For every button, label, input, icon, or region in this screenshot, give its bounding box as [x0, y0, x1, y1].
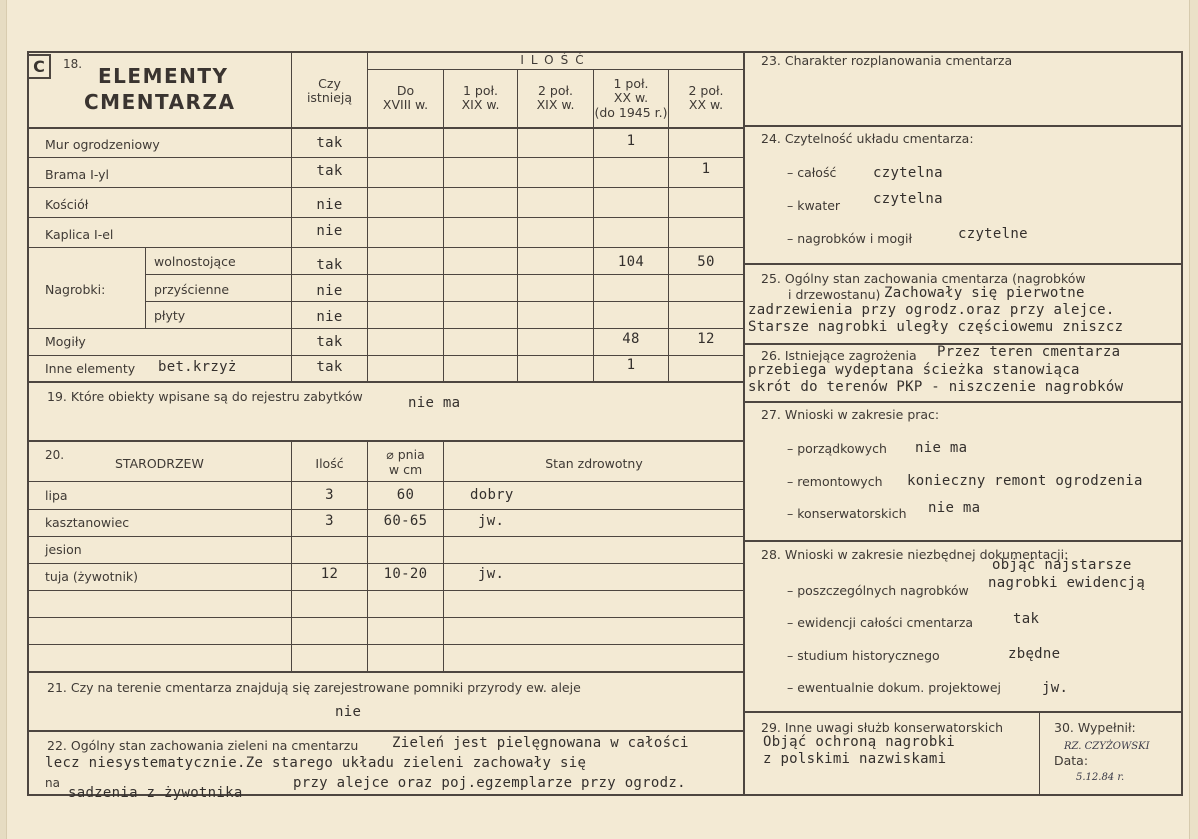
- row-exists: tak: [316, 334, 343, 350]
- period-header: XX w.: [613, 90, 649, 105]
- s20-col-rule: [443, 440, 444, 672]
- s20-col-rule: [291, 440, 292, 672]
- s25-label-2: i drzewostanu): [788, 287, 881, 302]
- tree-qty: 3: [325, 487, 334, 503]
- s18-row-rule: [27, 217, 744, 218]
- s26-label: 26. Istniejące zagrożenia: [761, 348, 917, 363]
- s24-item-value: czytelna: [873, 165, 943, 181]
- s20-bottom-rule: [27, 671, 744, 673]
- s24-item-label: – nagrobków i mogił: [787, 231, 913, 246]
- period-header: XIX w.: [461, 97, 500, 112]
- period-header: 2 poł.: [537, 83, 574, 98]
- s22-line3a: na: [45, 776, 60, 790]
- s20-col-pien-2: w cm: [388, 462, 423, 477]
- row-count: 1: [701, 161, 711, 177]
- s21-value: nie: [335, 704, 362, 720]
- s28-item-label: – ewidencji całości cmentarza: [787, 615, 974, 630]
- s23-label: 23. Charakter rozplanowania cmentarza: [761, 53, 1013, 68]
- tree-state: jw.: [478, 566, 505, 582]
- s27-item-label: – remontowych: [787, 474, 883, 489]
- s30-date: 5.12.84 r.: [1076, 772, 1125, 783]
- row-label: wolnostojące: [154, 254, 236, 269]
- s28-item-value: tak: [1013, 611, 1040, 627]
- tree-diam: 60: [396, 487, 415, 503]
- row-exists: tak: [316, 163, 343, 179]
- s18-title-2: CMENTARZA: [84, 90, 236, 114]
- s20-header-rule: [27, 481, 744, 482]
- row-exists: tak: [316, 257, 343, 273]
- nagrobki-col-rule: [145, 247, 146, 328]
- s18-bottom-rule: [27, 381, 744, 383]
- s18-row-rule: [27, 187, 744, 188]
- s30-label: 30. Wypełnił:: [1054, 720, 1136, 735]
- s20-row-rule: [27, 617, 744, 618]
- period-header: 2 poł.: [688, 83, 724, 98]
- row-exists: nie: [316, 309, 343, 325]
- s27-item-value: konieczny remont ogrodzenia: [907, 473, 1143, 489]
- s25-value-3: Starsze nagrobki uległy częściowemu zniszcz: [748, 319, 1124, 335]
- row-exists: nie: [316, 283, 343, 299]
- s29-value-2: z polskimi nazwiskami: [763, 751, 947, 767]
- frame-left: [27, 51, 29, 796]
- tree-name: kasztanowiec: [45, 515, 130, 530]
- tree-diam: 60-65: [383, 513, 428, 529]
- s20-row-rule: [27, 644, 744, 645]
- s28-item-value: jw.: [1042, 680, 1069, 696]
- s28-item-label: – poszczególnych nagrobków: [787, 583, 969, 598]
- row-label: przyścienne: [154, 282, 230, 297]
- period-header: XX w.: [688, 97, 724, 112]
- row-exists: tak: [316, 359, 343, 375]
- s21-label: 21. Czy na terenie cmentarza znajdują się zarejestrowane pomniki przyrody ew. aleje: [47, 680, 581, 695]
- ilosc-rule: [367, 69, 744, 70]
- period-header: Do: [396, 83, 415, 98]
- s20-col-ilosc: Ilość: [315, 456, 344, 471]
- s24-label: 24. Czytelność układu cmentarza:: [761, 131, 974, 146]
- s27-item-value: nie ma: [928, 500, 981, 516]
- ilosc-header: ILOŚĆ: [520, 53, 591, 67]
- s29-value-1: Objąć ochroną nagrobki: [763, 734, 956, 750]
- s18-row-rule: [27, 328, 744, 329]
- row-label: płyty: [154, 308, 186, 323]
- s19-bottom-rule: [27, 440, 744, 442]
- s25-value-1: Zachowały się pierwotne: [884, 285, 1085, 301]
- row-label: Inne elementy: [45, 361, 136, 376]
- s18-header-rule: [27, 127, 744, 129]
- row-count: 1: [626, 133, 636, 149]
- tree-qty: 3: [325, 513, 334, 529]
- right-paper-strip: [1189, 0, 1198, 839]
- period-header: XVIII w.: [382, 97, 429, 112]
- s19-label: 19. Które obiekty wpisane są do rejestru zabytków: [47, 389, 363, 404]
- s24-bottom-rule: [743, 263, 1183, 265]
- period-header: (do 1945 r.): [594, 105, 668, 120]
- row-label: Kościół: [45, 197, 89, 212]
- s30-date-label: Data:: [1054, 753, 1089, 768]
- s22-label: 22. Ogólny stan zachowania zieleni na cmentarzu: [47, 738, 359, 753]
- s20-row-rule: [27, 509, 744, 510]
- s23-bottom-rule: [743, 125, 1183, 127]
- s19-value: nie ma: [408, 395, 461, 411]
- period-header: XIX w.: [536, 97, 575, 112]
- s25-value-2: zadrzewienia przy ogrodz.oraz przy alejce.: [748, 302, 1115, 318]
- s28-item-label: – ewentualnie dokum. projektowej: [787, 680, 1002, 695]
- inne-value: bet.krzyż: [158, 359, 237, 375]
- s18-row-rule: [145, 301, 744, 302]
- s18-row-rule: [145, 274, 744, 275]
- s29-s30-divider: [1039, 711, 1040, 796]
- center-divider: [743, 51, 745, 796]
- s28-item-label: – studium historycznego: [787, 648, 940, 663]
- row-label: Kaplica I-el: [45, 227, 114, 242]
- s18-col-rule: [443, 69, 444, 382]
- tree-state: dobry: [470, 487, 514, 503]
- s27-item-value: nie ma: [915, 440, 968, 456]
- s28-item-value: zbędne: [1008, 646, 1061, 662]
- s26-bottom-rule: [743, 401, 1183, 403]
- s28-label: 28. Wnioski w zakresie niezbędnej dokumentacji:: [761, 547, 1069, 562]
- s20-title: STARODRZEW: [115, 456, 204, 471]
- s22-line3b: przy alejce oraz poj.egzemplarze przy ogrodz.: [293, 775, 686, 791]
- row-exists: tak: [316, 135, 343, 151]
- row-count: 1: [626, 357, 636, 373]
- s20-col-pien-1: ⌀ pnia: [386, 447, 425, 462]
- tree-qty: 12: [320, 566, 339, 582]
- period-header: 1 poł.: [613, 76, 649, 91]
- s24-item-value: czytelna: [873, 191, 943, 207]
- s18-number: 18.: [63, 57, 83, 71]
- frame-right: [1181, 51, 1183, 796]
- tree-state: jw.: [478, 513, 505, 529]
- s22-line2: lecz niesystematycznie.Ze starego układu zieleni zachowały się: [45, 755, 587, 771]
- s28-item-value-b: nagrobki ewidencją: [988, 575, 1146, 591]
- s20-row-rule: [27, 590, 744, 591]
- s22-line3c: sadzenia z żywotnika: [68, 785, 243, 801]
- s18-col-rule: [517, 69, 518, 382]
- s18-row-rule: [27, 247, 744, 248]
- s26-value-2: przebiega wydeptana ścieżka stanowiąca: [748, 362, 1080, 378]
- col-czy-2: istnieją: [306, 90, 353, 105]
- s26-value-3: skrót do terenów PKP - niszczenie nagrobków: [748, 379, 1124, 395]
- s24-item-label: – całość: [787, 165, 837, 180]
- s20-col-stan: Stan zdrowotny: [545, 456, 643, 471]
- s28-item-value-a: objąć najstarsze: [992, 557, 1132, 573]
- s24-item-label: – kwater: [787, 198, 841, 213]
- row-label: Brama I-yl: [45, 167, 110, 182]
- s20-row-rule: [27, 563, 744, 564]
- s27-bottom-rule: [743, 540, 1183, 542]
- row-count: 104: [617, 254, 645, 270]
- s18-title-1: ELEMENTY: [98, 64, 229, 88]
- tree-name: jesion: [45, 542, 82, 557]
- signature: RZ. CZYŻOWSKI: [1064, 741, 1150, 752]
- row-count: 12: [697, 331, 715, 347]
- col-czy-1: Czy: [318, 76, 341, 91]
- tree-name: tuja (żywotnik): [45, 569, 139, 584]
- s18-row-rule: [27, 355, 744, 356]
- row-exists: nie: [316, 197, 343, 213]
- s21-bottom-rule: [27, 730, 744, 732]
- s24-item-value: czytelne: [958, 226, 1028, 242]
- row-label: Mur ogrodzeniowy: [45, 137, 160, 152]
- s20-number: 20.: [45, 448, 65, 462]
- row-exists: nie: [316, 223, 343, 239]
- s29-label: 29. Inne uwagi służb konserwatorskich: [761, 720, 1003, 735]
- row-count: 50: [697, 254, 715, 270]
- s27-item-label: – porządkowych: [787, 441, 887, 456]
- row-label: Mogiły: [45, 334, 86, 349]
- period-header: 1 poł.: [462, 83, 499, 98]
- s20-row-rule: [27, 536, 744, 537]
- section-letter-box: C: [27, 54, 51, 79]
- s28-bottom-rule: [743, 711, 1183, 713]
- s25-label-1: 25. Ogólny stan zachowania cmentarza (nagrobków: [761, 271, 1086, 286]
- left-paper-strip: [0, 0, 7, 839]
- s22-line1: Zieleń jest pielęgnowana w całości: [392, 735, 689, 751]
- tree-diam: 10-20: [383, 566, 428, 582]
- tree-name: lipa: [45, 488, 68, 503]
- nagrobki-label: Nagrobki:: [45, 282, 106, 297]
- s27-label: 27. Wnioski w zakresie prac:: [761, 407, 940, 422]
- s27-item-label: – konserwatorskich: [787, 506, 907, 521]
- row-count: 48: [622, 331, 640, 347]
- s18-row-rule: [27, 157, 744, 158]
- s26-value-1: Przez teren cmentarza: [937, 344, 1121, 360]
